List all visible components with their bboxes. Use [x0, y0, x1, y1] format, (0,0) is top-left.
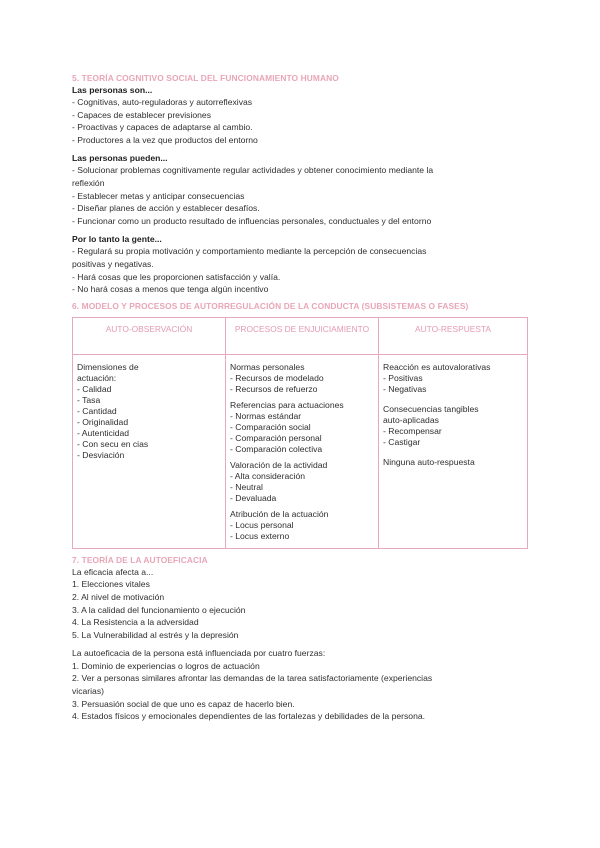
self-regulation-table: [72, 317, 528, 549]
cell-line: - Alta consideración: [230, 470, 305, 481]
list-item: - Productores a la vez que productos del entorno: [72, 134, 258, 145]
cell-line: - Comparación social: [230, 421, 311, 432]
header-judgement-processes: PROCESOS DE ENJUICIAMIENTO: [226, 317, 379, 354]
list-item: - Capaces de establecer previsiones: [72, 109, 212, 120]
list-item: vicarias): [72, 686, 104, 697]
cell-line: Atribución de la actuación: [230, 508, 329, 519]
cell-line: Referencias para actuaciones: [230, 399, 344, 410]
cell-line: - Locus externo: [230, 530, 290, 541]
cell-line: - Neutral: [230, 481, 263, 492]
section-7-title: 7. TEORÍA DE LA AUTOEFICACIA: [72, 554, 208, 565]
cell-line: Valoración de la actividad: [230, 459, 328, 470]
cell-line: Dimensiones de: [77, 361, 139, 372]
cell-line: - Originalidad: [77, 416, 129, 427]
cell-line: Normas personales: [230, 361, 305, 372]
list-item: 1. Elecciones vitales: [72, 579, 150, 590]
cell-line: - Normas estándar: [230, 410, 302, 421]
cell-line: - Autenticidad: [77, 427, 130, 438]
document-page: [72, 72, 528, 723]
header-self-observation: AUTO-OBSERVACIÓN: [73, 317, 226, 354]
cell-line: - Comparación personal: [230, 432, 322, 443]
list-item: - Hará cosas que les proporcionen satisfacción y valía.: [72, 271, 281, 282]
cell-line: - Locus personal: [230, 519, 294, 530]
list-item: 3. Persuasión social de que uno es capaz de hacerlo bien.: [72, 698, 295, 709]
cell-line: - Castigar: [383, 436, 421, 447]
list-item: La autoeficacia de la persona está influenciada por cuatro fuerzas:: [72, 648, 326, 659]
cell-line: - Devaluada: [230, 492, 277, 503]
list-item: 4. Estados físicos y emocionales dependientes de las fortalezas y debilidades de la persona.: [72, 711, 426, 722]
cell-line: - Recompensar: [383, 425, 442, 436]
self-response-cell: [379, 354, 528, 548]
list-item: positivas y negativas.: [72, 258, 154, 269]
list-item: - Solucionar problemas cognitivamente regular actividades y obtener conocimiento mediante la: [72, 165, 434, 176]
cell-line: - Con secu en cias: [77, 438, 149, 449]
cell-line: - Comparación colectiva: [230, 443, 323, 454]
self-observation-cell: [73, 354, 226, 548]
cell-line: actuación:: [77, 372, 117, 383]
cell-line: - Recursos de modelado: [230, 372, 324, 383]
judgement-processes-cell: [226, 354, 379, 548]
cell-line: - Cantidad: [77, 405, 117, 416]
header-self-response: AUTO-RESPUESTA: [379, 317, 528, 354]
list-item: 3. A la calidad del funcionamiento o ejecución: [72, 604, 246, 615]
cell-line: - Tasa: [77, 394, 101, 405]
list-item: 4. La Resistencia a la adversidad: [72, 617, 199, 628]
list-item: 2. Al nivel de motivación: [72, 591, 165, 602]
section-6-title: 6. MODELO Y PROCESOS DE AUTORREGULACIÓN DE LA CONDUCTA (SUBSISTEMAS O FASES): [72, 300, 469, 311]
cell-line: - Positivas: [383, 372, 423, 383]
therefore-heading: Por lo tanto la gente...: [72, 234, 162, 245]
people-can-heading: Las personas pueden...: [72, 153, 168, 164]
cell-line: - Recursos de refuerzo: [230, 383, 318, 394]
list-item: - Proactivas y capaces de adaptarse al cambio.: [72, 122, 253, 133]
list-item: 1. Dominio de experiencias o logros de actuación: [72, 660, 260, 671]
cell-line: - Calidad: [77, 383, 112, 394]
list-item: 2. Ver a personas similares afrontar las demandas de la tarea satisfactoriamente (experiencias: [72, 673, 433, 684]
cell-line: auto-aplicadas: [383, 414, 439, 425]
people-are-heading: Las personas son...: [72, 85, 153, 95]
section-5-title: 5. TEORÍA COGNITIVO SOCIAL DEL FUNCIONAMIENTO HUMANO: [72, 73, 339, 83]
cell-line: Reacción es autovalorativas: [383, 361, 491, 372]
list-item: - Establecer metas y anticipar consecuencias: [72, 190, 245, 201]
cell-line: - Desviación: [77, 449, 125, 460]
list-item: - No hará cosas a menos que tenga algún incentivo: [72, 284, 269, 295]
list-item: - Funcionar como un producto resultado de influencias personales, conductuales y del entorno: [72, 215, 432, 226]
list-item: reflexión: [72, 177, 105, 188]
cell-line: - Negativas: [383, 383, 427, 394]
list-item: 5. La Vulnerabilidad al estrés y la depresión: [72, 629, 239, 640]
list-item: - Cognitivas, auto-reguladoras y autorreflexivas: [72, 97, 253, 107]
list-item: La eficacia afecta a...: [72, 566, 154, 577]
cell-line: Ninguna auto-respuesta: [383, 456, 475, 467]
list-item: - Regulará su propia motivación y comportamiento mediante la percepción de consecuencias: [72, 246, 427, 257]
list-item: - Diseñar planes de acción y establecer desafíos.: [72, 203, 260, 214]
cell-line: Consecuencias tangibles: [383, 403, 479, 414]
